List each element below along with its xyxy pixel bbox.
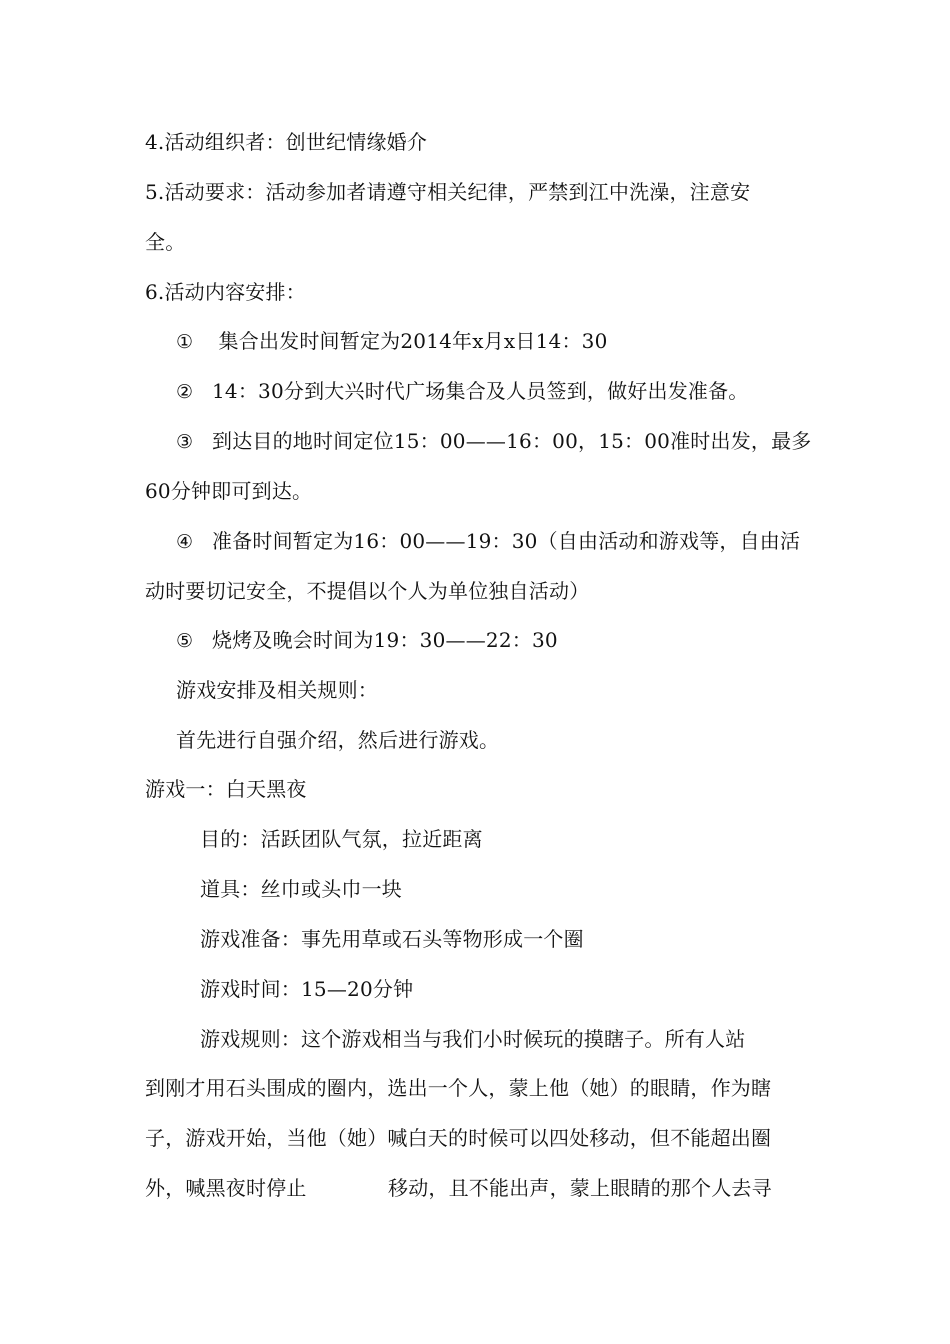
game-1-rules-line-3: 子，游戏开始，当他（她）喊白天的时候可以四处移动，但不能超出圈 [145, 1126, 772, 1150]
circled-number-3: ③ [176, 431, 194, 453]
game-1-rules-line-4-start: 外，喊黑夜时停止 [145, 1176, 307, 1200]
game-1-duration: 游戏时间：15—20分钟 [200, 977, 414, 1001]
circled-number-4: ④ [176, 531, 194, 553]
game-1-rules-line-2: 到刚才用石头围成的圈内，选出一个人，蒙上他（她）的眼睛，作为瞎 [145, 1076, 772, 1100]
schedule-item-2 [176, 377, 950, 406]
game-1-purpose: 目的：活跃团队气氛，拉近距离 [200, 827, 483, 851]
schedule-item-text: 到达目的地时间定位15：00——16：00，15：00准时出发，最多 [212, 429, 812, 453]
game-1-preparation: 游戏准备：事先用草或石头等物形成一个圈 [200, 927, 584, 951]
content-heading: 6.活动内容安排： [145, 280, 306, 304]
circled-number-1: ① [176, 331, 194, 353]
schedule-item-4-cont: 动时要切记安全，不提倡以个人为单位独自活动） [145, 579, 590, 603]
requirement-line-cont: 全。 [145, 230, 186, 254]
schedule-item-4 [176, 527, 950, 556]
game-1-rules-line-1: 游戏规则：这个游戏相当与我们小时候玩的摸瞎子。所有人站 [200, 1027, 746, 1051]
circled-number-5: ⑤ [176, 630, 194, 652]
schedule-item-3 [176, 427, 950, 456]
requirement-line: 5.活动要求：活动参加者请遵守相关纪律，严禁到江中洗澡，注意安 [145, 180, 751, 204]
game-1-title: 游戏一：白天黑夜 [145, 777, 307, 801]
schedule-item-text: 集合出发时间暂定为2014年x月x日14：30 [212, 329, 608, 353]
schedule-item-text: 烧烤及晚会时间为19：30——22：30 [212, 628, 558, 652]
game-1-props: 道具：丝巾或头巾一块 [200, 877, 402, 901]
schedule-item-text: 14：30分到大兴时代广场集合及人员签到，做好出发准备。 [212, 379, 749, 403]
games-intro-note: 首先进行自强介绍，然后进行游戏。 [176, 728, 500, 752]
schedule-item-1 [176, 327, 950, 356]
schedule-item-3-cont: 60分钟即可到达。 [145, 479, 313, 503]
schedule-item-text: 准备时间暂定为16：00——19：30（自由活动和游戏等，自由活 [212, 529, 801, 553]
circled-number-2: ② [176, 381, 194, 403]
game-1-rules-line-4-end: 移动，且不能出声，蒙上眼睛的那个人去寻 [388, 1176, 772, 1200]
schedule-item-5 [176, 626, 950, 655]
games-heading: 游戏安排及相关规则： [176, 678, 378, 702]
organizer-line: 4.活动组织者：创世纪情缘婚介 [145, 130, 428, 154]
